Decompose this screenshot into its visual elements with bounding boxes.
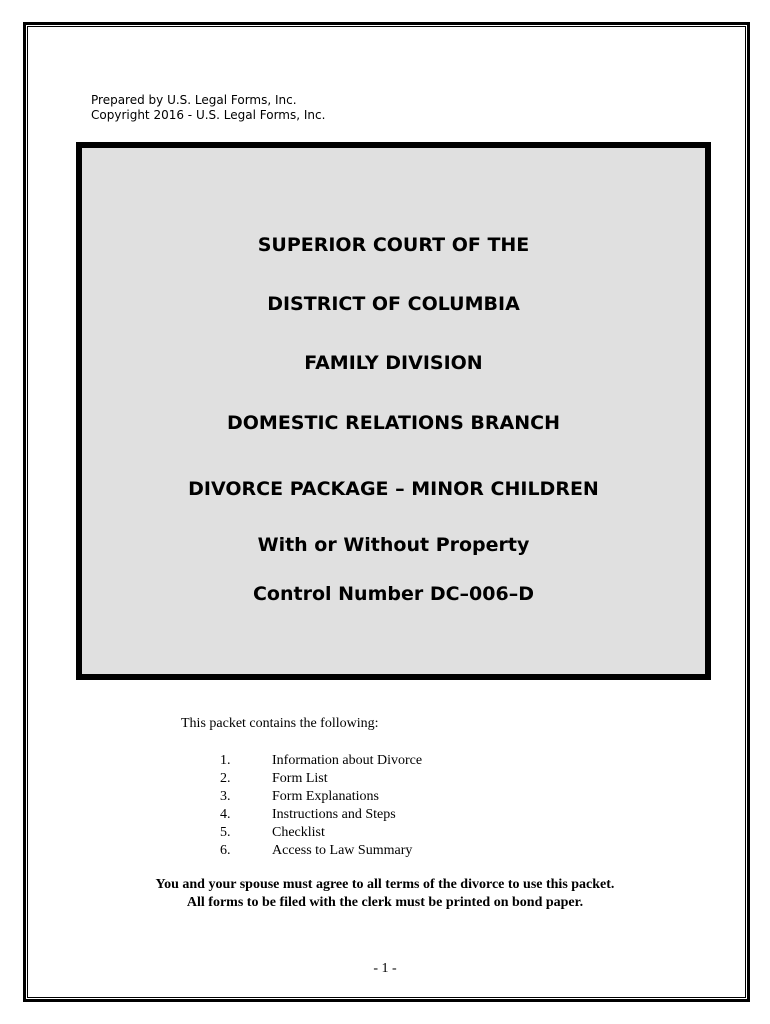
list-item-label: Information about Divorce [272, 753, 423, 768]
list-item [220, 824, 422, 842]
page-number: - 1 - [373, 961, 397, 976]
package-title: DIVORCE PACKAGE – MINOR CHILDREN [188, 478, 599, 500]
list-item [220, 752, 422, 770]
court-name-line: SUPERIOR COURT OF THE [257, 234, 530, 256]
division-line: FAMILY DIVISION [304, 352, 483, 374]
list-item-number: 4. [220, 807, 231, 822]
list-item [220, 806, 422, 824]
list-item [220, 770, 422, 788]
property-subtitle: With or Without Property [257, 534, 530, 556]
jurisdiction-line: DISTRICT OF COLUMBIA [267, 293, 520, 315]
list-item [220, 788, 422, 806]
prepared-by-text: Prepared by U.S. Legal Forms, Inc. [91, 93, 297, 107]
list-item [220, 842, 422, 860]
control-number: Control Number DC–006–D [252, 583, 534, 605]
list-item-number: 6. [220, 843, 231, 858]
list-item-label: Checklist [272, 825, 325, 840]
list-item-number: 1. [220, 753, 231, 768]
copyright-text: Copyright 2016 - U.S. Legal Forms, Inc. [91, 108, 326, 122]
branch-line: DOMESTIC RELATIONS BRANCH [227, 412, 560, 434]
list-item-label: Access to Law Summary [272, 843, 413, 858]
preparer-notice [91, 93, 325, 123]
list-item-number: 2. [220, 771, 231, 786]
list-item-number: 3. [220, 789, 231, 804]
list-item-number: 5. [220, 825, 231, 840]
list-item-label: Instructions and Steps [272, 807, 396, 822]
bond-paper-notice-line: All forms to be filed with the clerk must be printed on bond paper. [186, 895, 584, 910]
list-item-label: Form List [272, 771, 328, 786]
contents-list [220, 752, 422, 860]
agreement-notice [0, 876, 770, 912]
contents-intro: This packet contains the following: [181, 716, 379, 731]
title-box [76, 142, 711, 680]
agreement-notice-line: You and your spouse must agree to all terms of the divorce to use this packet. [155, 877, 615, 892]
list-item-label: Form Explanations [272, 789, 379, 804]
